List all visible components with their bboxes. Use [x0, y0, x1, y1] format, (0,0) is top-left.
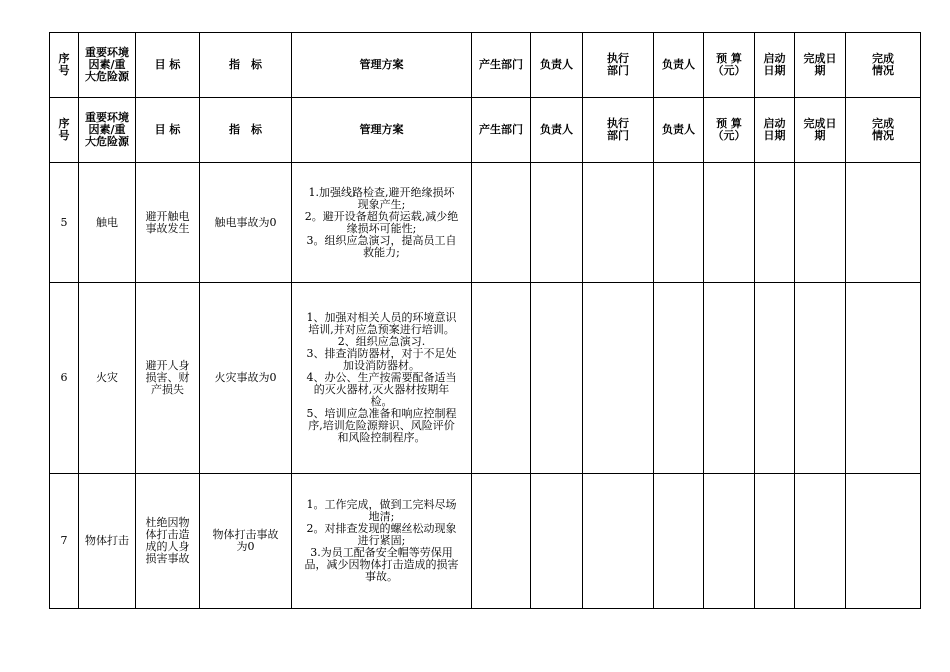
row-target: 避开触电 事故发生 — [136, 163, 200, 283]
row-budget — [704, 283, 755, 474]
table-row — [50, 163, 921, 283]
header-hazard: 重要环境 因素/重 大危险源 — [79, 98, 136, 163]
header-owner: 负责人 — [531, 33, 583, 98]
header-status: 完成 情况 — [846, 33, 921, 98]
row-exec-owner — [654, 283, 704, 474]
header-seq: 序 号 — [50, 98, 79, 163]
header-exec-dept: 执行 部门 — [583, 98, 654, 163]
header-start-date: 启动 日期 — [755, 33, 795, 98]
row-target: 避开人身 损害、财 产损失 — [136, 283, 200, 474]
row-target: 杜绝因物 体打击造 成的人身 损害事故 — [136, 474, 200, 609]
header-row — [50, 33, 921, 98]
row-plan: 1、加强对相关人员的环境意识 培训,并对应急预案进行培训。 2、组织应急演习. 3、排查消防器材，对于不足处 加设消防器材。 4、办公、生产按需要配备适当 的灭火器材,灭火器材按期年 检。 5、培训应急准备和响应控制程 序,培训危险源辩识、风险评价 和风险控制程序。 — [292, 283, 472, 474]
header-exec-owner: 负责人 — [654, 33, 704, 98]
row-plan: 1。工作完成，做到工完料尽场 地清; 2。对排查发现的螺丝松动现象 进行紧固; 3.为员工配备安全帽等劳保用 品，减少因物体打击造成的损害 事故。 — [292, 474, 472, 609]
header-owner: 负责人 — [531, 98, 583, 163]
table-row — [50, 474, 921, 609]
header-seq: 序 号 — [50, 33, 79, 98]
header-dept: 产生部门 — [472, 98, 531, 163]
header-indicator: 指 标 — [200, 33, 292, 98]
row-indicator: 火灾事故为0 — [200, 283, 292, 474]
row-start-date — [755, 283, 795, 474]
row-start-date — [755, 474, 795, 609]
row-indicator: 物体打击事故 为0 — [200, 474, 292, 609]
header-row-repeat — [50, 98, 921, 163]
row-dept — [472, 283, 531, 474]
row-exec-owner — [654, 163, 704, 283]
header-exec-owner: 负责人 — [654, 98, 704, 163]
row-owner — [531, 163, 583, 283]
row-status — [846, 283, 921, 474]
row-budget — [704, 474, 755, 609]
row-seq: 5 — [50, 163, 79, 283]
header-budget: 预 算 （元） — [704, 98, 755, 163]
header-target: 目 标 — [136, 98, 200, 163]
row-status — [846, 474, 921, 609]
header-dept: 产生部门 — [472, 33, 531, 98]
header-status: 完成 情况 — [846, 98, 921, 163]
row-hazard: 物体打击 — [79, 474, 136, 609]
row-indicator: 触电事故为0 — [200, 163, 292, 283]
row-dept — [472, 474, 531, 609]
row-plan: 1.加强线路检查,避开绝缘损坏 现象产生; 2。避开设备超负荷运载,减少绝 缘损坏可能性; 3。组织应急演习，提高员工自 救能力; — [292, 163, 472, 283]
row-owner — [531, 474, 583, 609]
header-start-date: 启动 日期 — [755, 98, 795, 163]
row-seq: 6 — [50, 283, 79, 474]
row-seq: 7 — [50, 474, 79, 609]
header-plan: 管理方案 — [292, 98, 472, 163]
header-target: 目 标 — [136, 33, 200, 98]
table-row — [50, 283, 921, 474]
row-exec-owner — [654, 474, 704, 609]
row-status — [846, 163, 921, 283]
header-plan: 管理方案 — [292, 33, 472, 98]
row-dept — [472, 163, 531, 283]
management-plan-table — [49, 32, 921, 609]
row-owner — [531, 283, 583, 474]
header-indicator: 指 标 — [200, 98, 292, 163]
row-finish-date — [795, 163, 846, 283]
row-exec-dept — [583, 283, 654, 474]
row-exec-dept — [583, 163, 654, 283]
row-finish-date — [795, 474, 846, 609]
row-finish-date — [795, 283, 846, 474]
header-finish-date: 完成日 期 — [795, 98, 846, 163]
row-exec-dept — [583, 474, 654, 609]
header-hazard: 重要环境 因素/重 大危险源 — [79, 33, 136, 98]
row-budget — [704, 163, 755, 283]
header-finish-date: 完成日 期 — [795, 33, 846, 98]
header-budget: 预 算 （元） — [704, 33, 755, 98]
header-exec-dept: 执行 部门 — [583, 33, 654, 98]
row-start-date — [755, 163, 795, 283]
row-hazard: 火灾 — [79, 283, 136, 474]
row-hazard: 触电 — [79, 163, 136, 283]
